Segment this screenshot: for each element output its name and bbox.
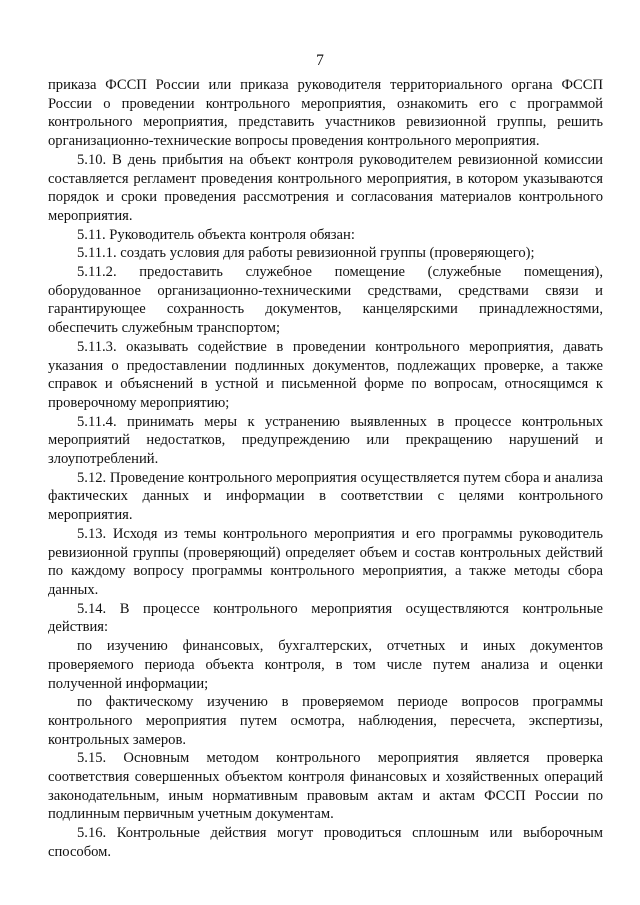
paragraph-5-11-2: 5.11.2. предоставить служебное помещение (служебные помещения), оборудованное организационно-техническими средствами, средствами связи и гарантирующее сохранность документов, канцелярскими принадлежностями, обеспечить служебным транспортом; — [48, 264, 603, 337]
paragraph-5-13: 5.13. Исходя из темы контрольного мероприятия и его программы руководитель ревизионной группы (проверяющий) определяет объем и состав контрольных действий по каждому вопросу программы контрольного мероприятия, а также методы сбора данных. — [48, 525, 603, 598]
paragraph-5-11-3: 5.11.3. оказывать содействие в проведении контрольного мероприятия, давать указания о предоставлении подлинных документов, подлежащих проверке, а также справок и объяснений в устной и письменной форме по вопросам, относящимся к проверочному мероприятию; — [48, 338, 603, 411]
paragraph-5-16: 5.16. Контрольные действия могут проводиться сплошным или выборочным способом. — [48, 825, 603, 860]
paragraph-continuation: приказа ФССП России или приказа руководителя территориального органа ФССП России о проведении контрольного мероприятия, ознакомить его с программой контрольного мероприятия, представить участников ревизионной группы, решить организационно-технические вопросы проведения контрольного мероприятия. — [48, 77, 603, 150]
document-body — [48, 76, 603, 862]
paragraph-5-12: 5.12. Проведение контрольного мероприятия осуществляется путем сбора и анализа фактических данных и информации в соответствии с целями контрольного мероприятия. — [48, 469, 603, 524]
paragraph-5-10: 5.10. В день прибытия на объект контроля руководителем ревизионной комиссии составляется регламент проведения контрольного мероприятия, в котором указываются порядок и сроки проведения рассмотрения и согласования материалов контрольного мероприятия. — [48, 151, 603, 224]
paragraph-5-11-4: 5.11.4. принимать меры к устранению выявленных в процессе контрольных мероприятий недостатков, предупреждению или прекращению нарушений и злоупотреблений. — [48, 413, 603, 468]
paragraph-5-14-item-2: по фактическому изучению в проверяемом периоде вопросов программы контрольного мероприятия путем осмотра, наблюдения, пересчета, экспертизы, контрольных замеров. — [48, 694, 603, 748]
page-number: 7 — [316, 52, 324, 69]
paragraph-5-14-item-1: по изучению финансовых, бухгалтерских, отчетных и иных документов проверяемого периода объекта контроля, в том числе путем анализа и оценки полученной информации; — [48, 638, 603, 692]
paragraph-5-15: 5.15. Основным методом контрольного мероприятия является проверка соответствия совершенных объектом контроля финансовых и хозяйственных операций законодательным, иным нормативным правовым актам и актам ФССП России по подлинным первичным учетным документам. — [48, 750, 603, 823]
paragraph-5-14: 5.14. В процессе контрольного мероприятия осуществляются контрольные действия: — [48, 600, 603, 636]
paragraph-5-11-1: 5.11.1. создать условия для работы ревизионной группы (проверяющего); — [77, 245, 535, 262]
paragraph-5-11: 5.11. Руководитель объекта контроля обязан: — [77, 226, 355, 243]
